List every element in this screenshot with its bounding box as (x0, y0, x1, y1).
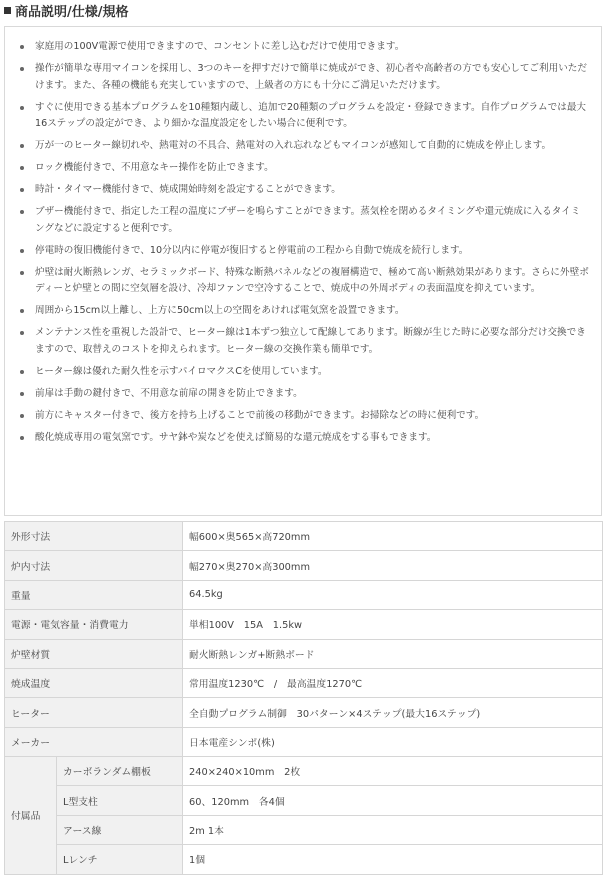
feature-item: 時計・タイマー機能付きで、焼成開始時刻を設定することができます。 (19, 182, 589, 199)
spec-label: 焼成温度 (5, 668, 183, 697)
accessory-value: 2m 1本 (183, 815, 603, 844)
feature-item: 周囲から15cm以上離し、上方に50cm以上の空間をあければ電気窯を設置できます。 (19, 303, 589, 320)
table-row (5, 698, 603, 727)
spec-label: 炉壁材質 (5, 639, 183, 668)
accessory-value: 60、120mm 各4個 (183, 786, 603, 815)
section-heading (4, 0, 129, 20)
feature-item: ブザー機能付きで、指定した工程の温度にブザーを鳴らすことができます。蒸気栓を閉めるタイミングや還元焼成に入るタイミングなどに設定すると便利です。 (19, 204, 589, 237)
spec-value: 常用温度1230℃ / 最高温度1270℃ (183, 668, 603, 697)
feature-item: 前扉は手動の鍵付きで、不用意な前扉の開きを防止できます。 (19, 386, 589, 403)
accessory-label: L型支柱 (57, 786, 183, 815)
spec-value: 幅270×奥270×高300mm (183, 551, 603, 580)
feature-item: 家庭用の100V電源で使用できますので、コンセントに差し込むだけで使用できます。 (19, 39, 589, 56)
feature-item: ヒーター線は優れた耐久性を示すパイロマクスCを使用しています。 (19, 364, 589, 381)
accessory-value: 240×240×10mm 2枚 (183, 757, 603, 786)
spec-value: 耐火断熱レンガ+断熱ボード (183, 639, 603, 668)
table-row (5, 639, 603, 668)
table-row (5, 845, 603, 874)
accessory-label: Lレンチ (57, 845, 183, 874)
spec-label: 炉内寸法 (5, 551, 183, 580)
table-row (5, 727, 603, 756)
accessory-label: アース線 (57, 815, 183, 844)
feature-list (5, 27, 601, 446)
feature-item: 酸化焼成専用の電気窯です。サヤ鉢や炭などを使えば簡易的な還元焼成をする事もできます。 (19, 430, 589, 447)
feature-item: 炉壁は耐火断熱レンガ、セラミックボード、特殊な断熱パネルなどの複層構造で、極めて高い断熱効果があります。さらに外壁ボディーと炉壁との間に空気層を設け、冷却ファンで空冷することで、焼成中の外周ボディの表面温度を抑えています。 (19, 265, 589, 298)
feature-box (4, 26, 602, 516)
spec-label: 外形寸法 (5, 522, 183, 551)
spec-value: 64.5kg (183, 580, 603, 609)
spec-label: 電源・電気容量・消費電力 (5, 610, 183, 639)
accessory-table (4, 756, 603, 875)
spec-label: 重量 (5, 580, 183, 609)
table-row (5, 551, 603, 580)
spec-label: メーカー (5, 727, 183, 756)
spec-value: 日本電産シンポ(株) (183, 727, 603, 756)
spec-label: ヒーター (5, 698, 183, 727)
feature-item: メンテナンス性を重視した設計で、ヒーター線は1本ずつ独立して配線してあります。断線が生じた時に必要な部分だけ交換できますので、取替えのコストを抑えられます。ヒーター線の交換作業も簡単です。 (19, 325, 589, 358)
accessory-value: 1個 (183, 845, 603, 874)
table-row (5, 786, 603, 815)
feature-item: 前方にキャスター付きで、後方を持ち上げることで前後の移動ができます。お掃除などの時に便利です。 (19, 408, 589, 425)
table-row (5, 815, 603, 844)
accessory-label: カーボランダム棚板 (57, 757, 183, 786)
accessory-group-label: 付属品 (5, 757, 57, 875)
table-row (5, 522, 603, 551)
feature-item: すぐに使用できる基本プログラムを10種類内蔵し、追加で20種類のプログラムを設定・登録できます。自作プログラムでは最大16ステップの設定ができ、より細かな温度設定をしたい場合に便利です。 (19, 100, 589, 133)
table-row (5, 668, 603, 697)
square-bullet-icon (4, 7, 11, 14)
feature-item: 停電時の復旧機能付きで、10分以内に停電が復旧すると停電前の工程から自動で焼成を続行します。 (19, 243, 589, 260)
feature-item: 操作が簡単な専用マイコンを採用し、3つのキーを押すだけで簡単に焼成ができ、初心者や高齢者の方でも安心してご利用いただけます。また、各種の機能も充実していますので、上級者の方にも十分にご満足いただけます。 (19, 61, 589, 94)
spec-table (4, 521, 603, 757)
spec-value: 全自動プログラム制御 30パターン×4ステップ(最大16ステップ) (183, 698, 603, 727)
feature-item: 万が一のヒーター線切れや、熱電対の不具合、熱電対の入れ忘れなどもマイコンが感知して自動的に焼成を停止します。 (19, 138, 589, 155)
table-row (5, 610, 603, 639)
spec-value: 幅600×奥565×高720mm (183, 522, 603, 551)
table-row (5, 757, 603, 786)
section-heading-text: 商品説明/仕様/規格 (15, 4, 129, 20)
table-row (5, 580, 603, 609)
feature-item: ロック機能付きで、不用意なキー操作を防止できます。 (19, 160, 589, 177)
spec-value: 単相100V 15A 1.5kw (183, 610, 603, 639)
